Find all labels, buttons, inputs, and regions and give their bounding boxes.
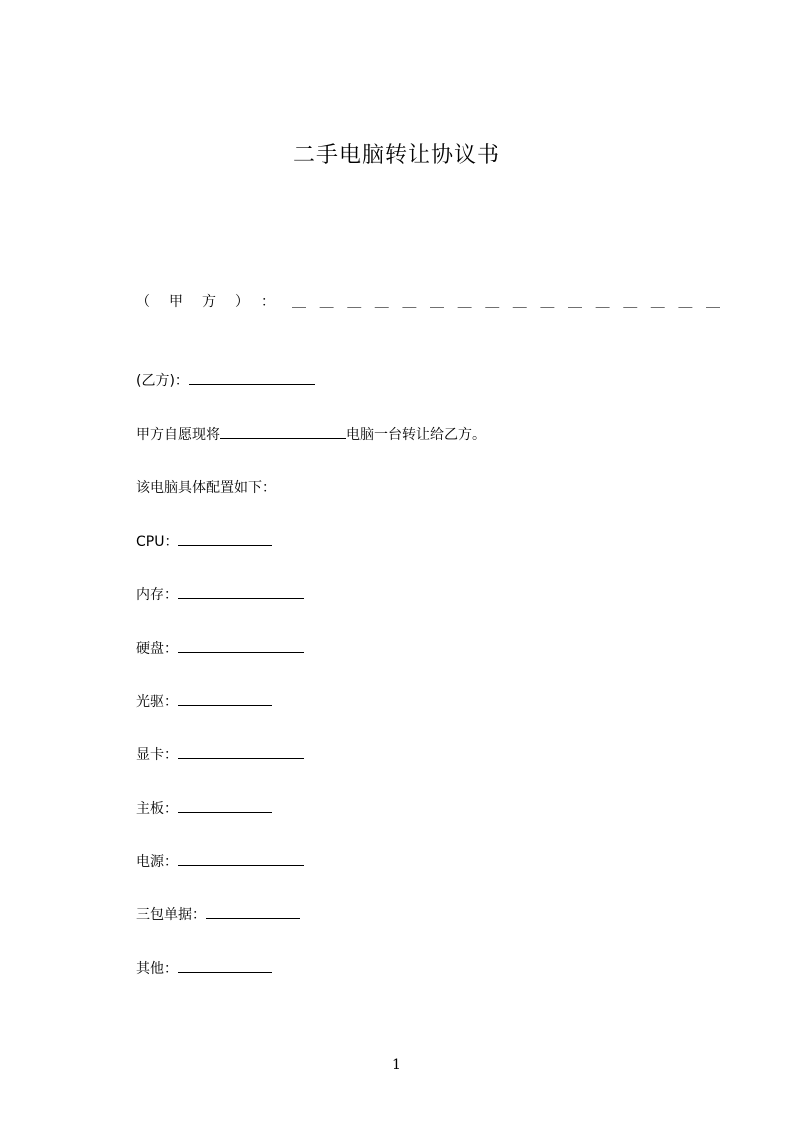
memory-blank — [178, 584, 304, 599]
transfer-prefix: 甲方自愿现将 — [136, 427, 220, 443]
motherboard-line — [136, 798, 272, 819]
transfer-suffix: 电脑一台转让给乙方。 — [346, 427, 486, 443]
document-title: 二手电脑转让协议书 — [292, 143, 500, 168]
computer-model-blank — [220, 424, 346, 439]
motherboard-blank — [178, 798, 272, 813]
graphics-line — [136, 744, 304, 765]
cpu-label: CPU： — [136, 534, 179, 550]
graphics-blank — [178, 744, 304, 759]
party-a-label: （甲方）： — [136, 294, 294, 310]
warranty-blank — [206, 904, 300, 919]
optical-blank — [178, 691, 272, 706]
party-b-blank — [189, 370, 315, 385]
other-label: 其他： — [136, 961, 178, 977]
graphics-label: 显卡： — [136, 747, 178, 763]
config-intro: 该电脑具体配置如下： — [136, 480, 276, 496]
disk-blank — [178, 638, 304, 653]
other-blank — [178, 958, 272, 973]
disk-label: 硬盘： — [136, 641, 178, 657]
page-number: 1 — [392, 1057, 401, 1073]
power-line — [136, 851, 304, 872]
warranty-line — [136, 904, 300, 925]
party-a-blank: ＿＿＿＿＿＿＿＿＿＿＿＿＿＿＿＿ — [292, 294, 734, 310]
cpu-blank — [178, 531, 272, 546]
party-b-line — [136, 370, 315, 391]
power-label: 电源： — [136, 854, 178, 870]
transfer-statement — [136, 424, 486, 445]
motherboard-label: 主板： — [136, 801, 178, 817]
cpu-line — [136, 531, 272, 552]
party-a-line — [136, 292, 734, 312]
disk-line — [136, 638, 304, 659]
memory-line — [136, 584, 304, 605]
memory-label: 内存： — [136, 587, 178, 603]
optical-line — [136, 691, 272, 712]
warranty-label: 三包单据： — [136, 907, 206, 923]
power-blank — [178, 851, 304, 866]
optical-label: 光驱： — [136, 694, 178, 710]
party-b-label: (乙方)： — [136, 373, 189, 389]
other-line — [136, 958, 272, 979]
